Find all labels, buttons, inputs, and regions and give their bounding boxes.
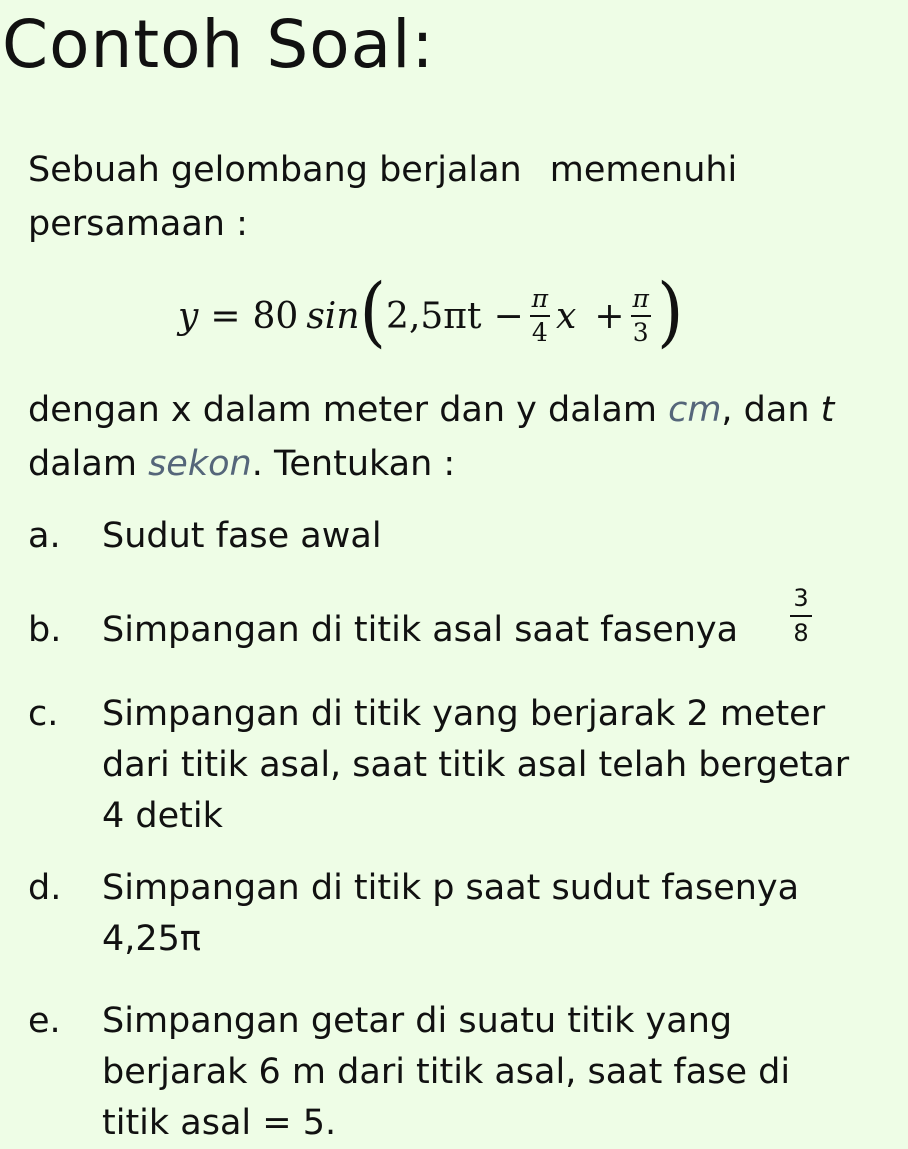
- fraction-numerator: 3: [793, 584, 809, 612]
- equation-frac-pi-over-3: $\frac{\pi}{3}$: [632, 284, 649, 347]
- list-marker: d.: [28, 868, 62, 908]
- list-item-text: 4,25π: [102, 919, 202, 959]
- list-marker: a.: [28, 516, 61, 556]
- page-title: Contoh Soal:: [2, 6, 435, 83]
- list-item-text: dari titik asal, saat titik asal telah bergetar: [102, 745, 850, 785]
- list-item-text: berjarak 6 m dari titik asal, saat fase di: [102, 1052, 791, 1092]
- list-marker: c.: [28, 694, 59, 734]
- equation-term1: 2,5πt: [386, 295, 482, 337]
- equation-close-paren: ): [656, 268, 684, 357]
- intro-line-2: persamaan :: [28, 204, 248, 244]
- equation-frac-pi-over-4: $\frac{\pi}{4}$: [531, 284, 549, 347]
- equation-plus: +: [594, 295, 625, 337]
- equation-open-paren: (: [359, 268, 387, 357]
- desc-line-1: [28, 384, 834, 436]
- equation-sin: sin: [306, 295, 360, 337]
- intro-line-1: [28, 144, 737, 196]
- fraction-denominator: 8: [793, 619, 809, 647]
- intro-text-1a: Sebuah gelombang berjalan: [28, 150, 522, 190]
- list-item-text: 4 detik: [102, 796, 223, 836]
- list-item-text: Sudut fase awal: [102, 516, 382, 556]
- wave-equation: [178, 268, 684, 364]
- var-t: t: [820, 390, 835, 430]
- desc-text: , dan: [721, 390, 821, 430]
- equation-equals: =: [210, 295, 241, 337]
- desc-text: dalam: [28, 444, 149, 484]
- fraction-3-over-8: [790, 584, 812, 647]
- unit-cm: cm: [668, 390, 722, 430]
- desc-text: dengan x dalam meter dan y dalam: [28, 390, 669, 430]
- desc-text: . Tentukan :: [251, 444, 456, 484]
- list-item-text: Simpangan di titik p saat sudut fasenya: [102, 868, 800, 908]
- equation-amplitude: 80: [252, 295, 299, 337]
- list-item-text: titik asal = 5.: [102, 1103, 337, 1143]
- intro-text-1b: memenuhi: [549, 150, 738, 190]
- equation-lhs: y: [178, 295, 199, 337]
- list-item-text: Simpangan getar di suatu titik yang: [102, 1001, 733, 1041]
- list-item-text: Simpangan di titik asal saat fasenya: [102, 610, 739, 650]
- list-marker: e.: [28, 1001, 61, 1041]
- equation-minus: −: [493, 295, 524, 337]
- list-marker: b.: [28, 610, 62, 650]
- list-item-text: Simpangan di titik yang berjarak 2 meter: [102, 694, 826, 734]
- unit-sekon: sekon: [148, 444, 252, 484]
- equation-x: x: [556, 295, 577, 337]
- desc-line-2: [28, 438, 455, 490]
